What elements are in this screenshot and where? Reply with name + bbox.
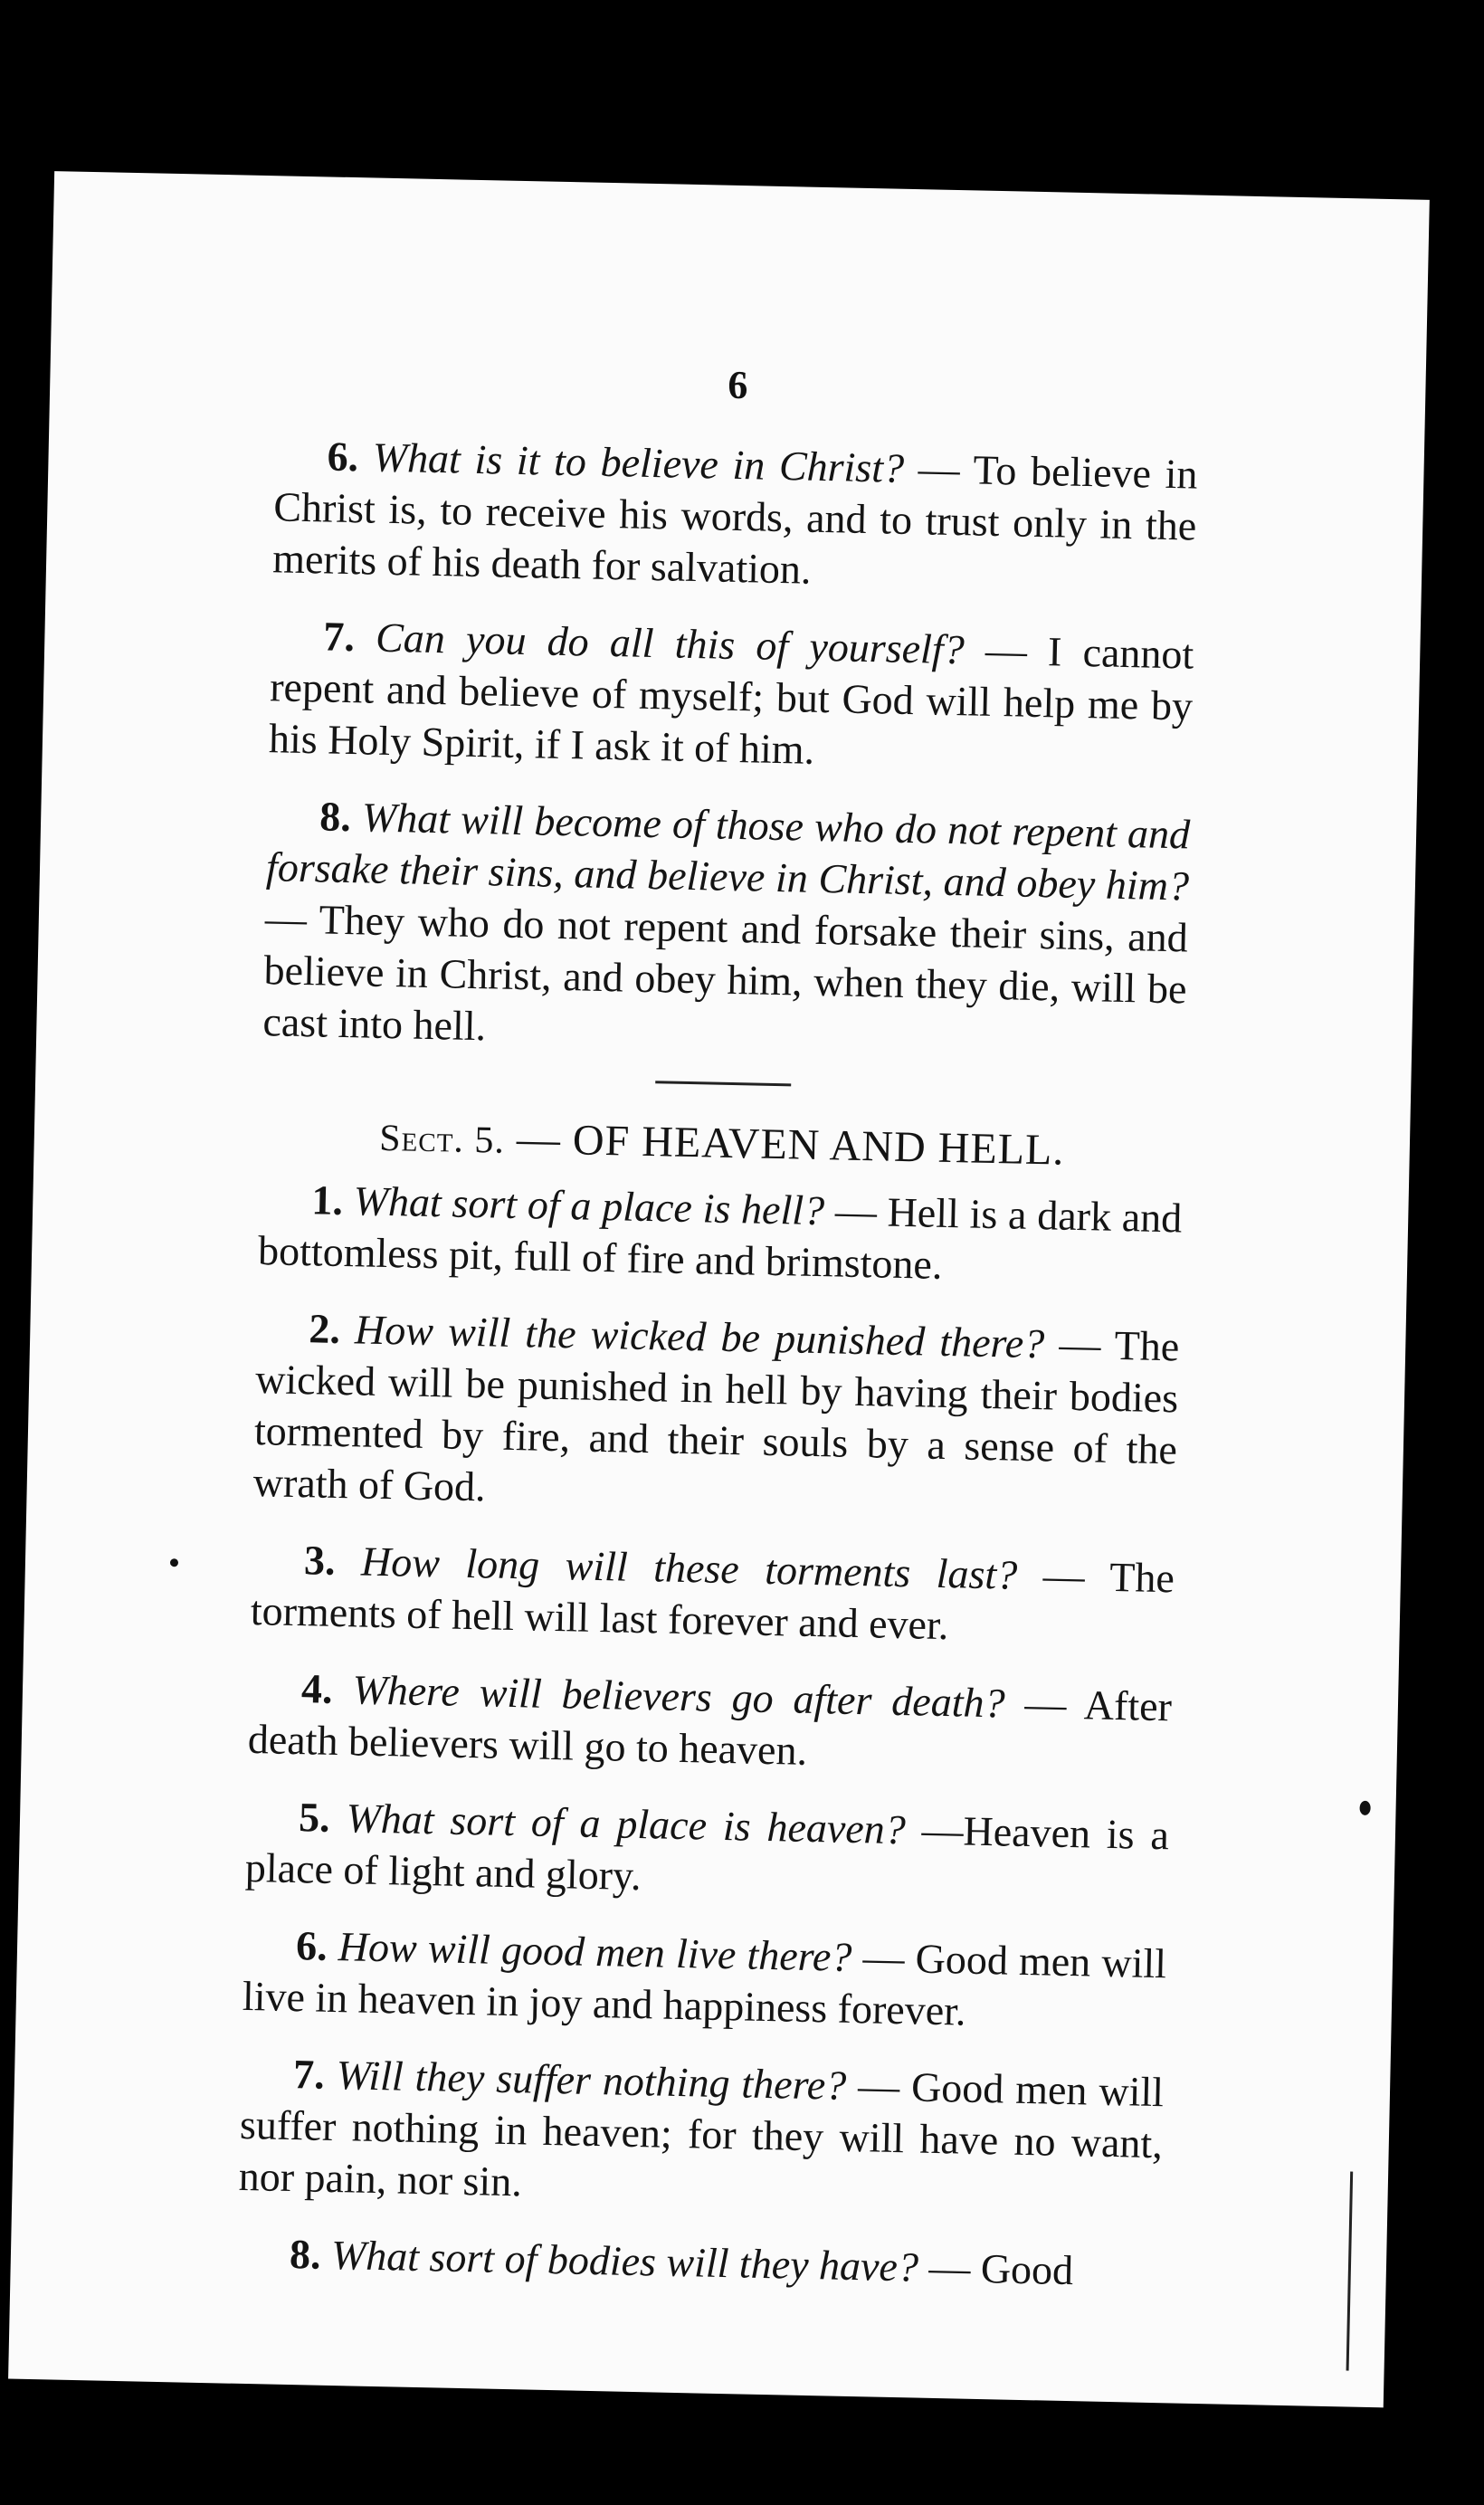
answer-text: — Hell is a dark and bottomless pit, full of fire and brimstone.	[257, 1187, 1183, 1288]
question-text: What sort of bodies will they have?	[330, 2231, 919, 2291]
question-text: How will the wicked be punished there?	[354, 1306, 1045, 1367]
answer-text: — Good men will suffer nothing in heaven; for they will have no want, nor pain, nor sin.	[238, 2062, 1165, 2205]
question-number: 7.	[292, 2051, 326, 2098]
page-content	[236, 429, 1198, 2323]
section-title: — OF HEAVEN AND HELL.	[516, 1115, 1065, 1175]
question-text: How will good men live there?	[338, 1923, 852, 1980]
section-label: Sect. 5.	[378, 1117, 506, 1162]
qa-item	[258, 1173, 1183, 1295]
question-text: What is it to believe in Christ?	[372, 433, 905, 491]
answer-text: — They who do not repent and forsake their sins, and believe in Christ, and obey him, when they die, will be cast into hell.	[262, 895, 1189, 1050]
answer-text: — To believe in Christ is, to receive his words, and to trust only in the merits of his death for salvation.	[271, 445, 1198, 593]
scan-speck	[1359, 1801, 1370, 1815]
question-text: Will they suffer nothing there?	[336, 2052, 847, 2109]
section-heading	[260, 1108, 1184, 1181]
answer-text: — The torments of hell will last forever and ever.	[250, 1552, 1175, 1649]
question-number: 8.	[289, 2231, 322, 2278]
qa-item	[244, 1790, 1169, 1912]
question-number: 5.	[298, 1794, 331, 1841]
question-number: 2.	[308, 1305, 341, 1352]
question-number: 3.	[303, 1537, 337, 1584]
question-number: 6.	[327, 433, 359, 481]
answer-text: — After death believers will go to heaven.	[247, 1680, 1173, 1774]
qa-item	[247, 1662, 1172, 1784]
qa-item	[262, 789, 1191, 1066]
scan-edge-line	[1346, 2172, 1354, 2371]
question-text: Can you do all this of yourself?	[375, 614, 966, 673]
answer-text: — Good men will live in heaven in joy and happiness forever.	[242, 1934, 1167, 2034]
page-number: 6	[727, 362, 748, 408]
qa-item	[236, 2227, 1160, 2298]
qa-item	[272, 429, 1198, 603]
question-number: 8.	[319, 793, 352, 841]
question-number: 1.	[310, 1176, 344, 1224]
qa-item	[252, 1301, 1180, 1527]
scan-speck	[170, 1558, 178, 1567]
section-divider	[655, 1081, 791, 1086]
qa-item	[242, 1919, 1166, 2041]
answer-text: —Heaven is a place of light and glory.	[244, 1806, 1170, 1900]
answer-text: — Good	[928, 2243, 1074, 2294]
answer-text: — The wicked will be punished in hell by having their bodies tormented by fire, and their souls by a sense of the wrath of God.	[252, 1320, 1180, 1510]
question-number: 6.	[295, 1922, 328, 1969]
qa-item	[268, 609, 1194, 783]
qa-item	[250, 1533, 1175, 1655]
question-text: How long will these torments last?	[360, 1538, 1018, 1598]
book-page	[8, 171, 1430, 2407]
question-text: What will become of those who do not repent and forsake their sins, and believe in Christ, and obey him?	[265, 794, 1191, 910]
question-number: 7.	[322, 613, 356, 661]
question-text: What sort of a place is heaven?	[345, 1795, 907, 1853]
answer-text: — I cannot repent and believe of myself; but God will help me by his Holy Spirit, if I ask it of him.	[268, 626, 1194, 773]
qa-item	[238, 2047, 1164, 2221]
question-text: What sort of a place is hell?	[353, 1177, 825, 1234]
question-number: 4.	[300, 1665, 334, 1712]
question-text: Where will believers go after death?	[352, 1666, 1006, 1727]
